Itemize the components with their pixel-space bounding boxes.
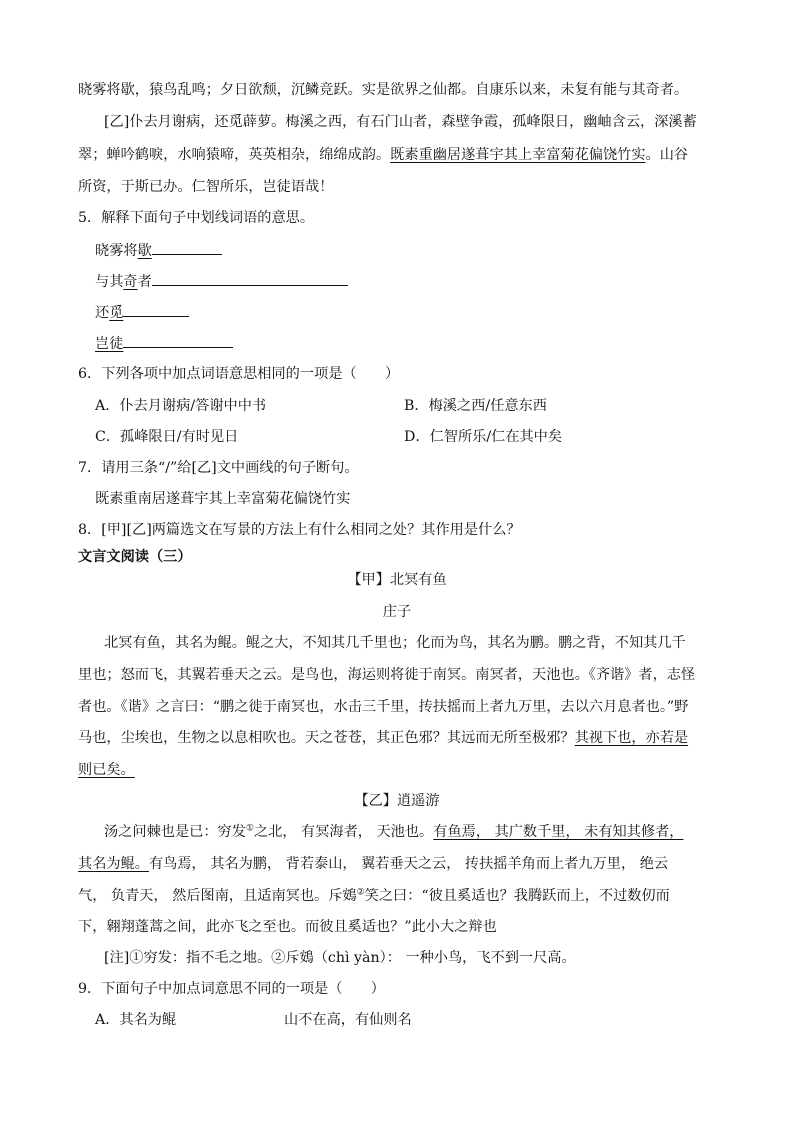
question-7-stem: 7．请用三条“/”给[乙]文中画线的句子断句。 (78, 460, 359, 476)
jia-line-1: 北冥有鱼，其名为鲲。鲲之大，不知其几千里也；化而为鸟，其名为鹏。鹏之背，不知其几千 (104, 635, 686, 651)
jia-line-2: 里也；怒而飞，其翼若垂天之云。是鸟也，海运则将徙于南冥。南冥者，天池也。《齐谐》者，志怪 (78, 667, 696, 683)
passage-yi-line-3: 所资，于斯已办。仁智所乐，岂徒语哉！ (78, 179, 334, 195)
question-6-stem: 6．下列各项中加点词语意思相同的一项是（ ） (78, 366, 400, 382)
question-5-stem: 5．解释下面句子中划线词语的意思。 (78, 210, 315, 226)
q5-item-4: 岂徒 (95, 333, 233, 354)
jia-title: 【甲】北冥有鱼 (347, 572, 447, 588)
q9-option-a-left: A．其名为鲲 (95, 1012, 177, 1028)
answer-blank[interactable] (152, 240, 222, 255)
jia-author: 庄子 (382, 604, 412, 620)
jia-line-3: 者也。《谐》之言曰：“鹏之徙于南冥也，水击三千里，抟扶摇而上者九万里，去以六月息者也。”野 (78, 699, 689, 715)
q6-option-c: C．孤峰限日/有时见日 (95, 429, 239, 445)
question-9-stem: 9．下面句子中加点词意思不同的一项是（ ） (78, 981, 385, 997)
passage-yi-line-1: [乙]仆去月谢病，还觅薜萝。梅溪之西，有石门山者，森壁争霞，孤峰限日，幽岫含云，深溪蓄 (104, 114, 697, 130)
answer-blank[interactable] (123, 333, 233, 348)
jia-line-5: 则已矣。 (78, 762, 135, 778)
yi-line-2: 其名为鲲。有鸟焉， 其名为鹏， 背若泰山， 翼若垂天之云， 抟扶摇羊角而上者九万里， 绝云 (78, 856, 669, 872)
answer-blank[interactable] (152, 271, 348, 286)
section-heading: 文言文阅读（三） (78, 549, 192, 565)
yi-line-1: 汤之问棘也是已：穷发①之北， 有冥海者， 天池也。有鱼焉， 其广数千里， 未有知其修者， (104, 823, 684, 840)
underlined-sentence: 既素重幽居遂葺宇其上幸富菊花偏饶竹实 (390, 147, 646, 163)
q9-option-a-right: 山不在高，有仙则名 (284, 1012, 412, 1028)
footnote: [注]①穷发：指不毛之地。②斥鴳（chì yàn）： 一种小鸟，飞不到一尺高。 (104, 950, 576, 966)
q7-sentence: 既素重南居遂葺宇其上幸富菊花偏饶竹实 (95, 491, 351, 507)
q6-option-d: D．仁智所乐/仁在其中矣 (404, 429, 563, 445)
passage-yi-line-2: 翠；蝉吟鹤唳，水响猿啼，英英相杂，绵绵成韵。既素重幽居遂葺宇其上幸富菊花偏饶竹实。山谷 (78, 147, 689, 163)
q5-item-3: 还觅 (95, 302, 189, 323)
q5-item-2: 与其奇者 (95, 271, 348, 292)
answer-blank[interactable] (123, 302, 189, 317)
q5-item-1: 晓雾将歇 (95, 240, 222, 261)
yi-line-3: 气， 负青天， 然后图南，且适南冥也。斥鴳②笑之曰：“彼且奚适也？我腾跃而上，不过数仞而 (78, 887, 670, 904)
q6-option-b: B．梅溪之西/任意东西 (404, 398, 547, 414)
q6-option-a: A．仆去月谢病/答谢中中书 (95, 398, 267, 414)
jia-line-4: 马也，尘埃也，生物之以息相吹也。天之苍苍，其正色邪？其远而无所至极邪？其视下也，亦若是 (78, 730, 689, 746)
question-8-stem: 8．[甲][乙]两篇选文在写景的方法上有什么相同之处？其作用是什么？ (78, 522, 521, 538)
yi-title: 【乙】逍遥游 (354, 793, 440, 809)
passage-jia-end: 晓雾将歇，猿鸟乱鸣；夕日欲颓，沉鳞竞跃。实是欲界之仙都。自康乐以来，未复有能与其奇者。 (78, 82, 689, 98)
yi-line-4: 下，翱翔蓬蒿之间，此亦飞之至也。而彼且奚适也？”此小大之辩也 (78, 919, 497, 935)
